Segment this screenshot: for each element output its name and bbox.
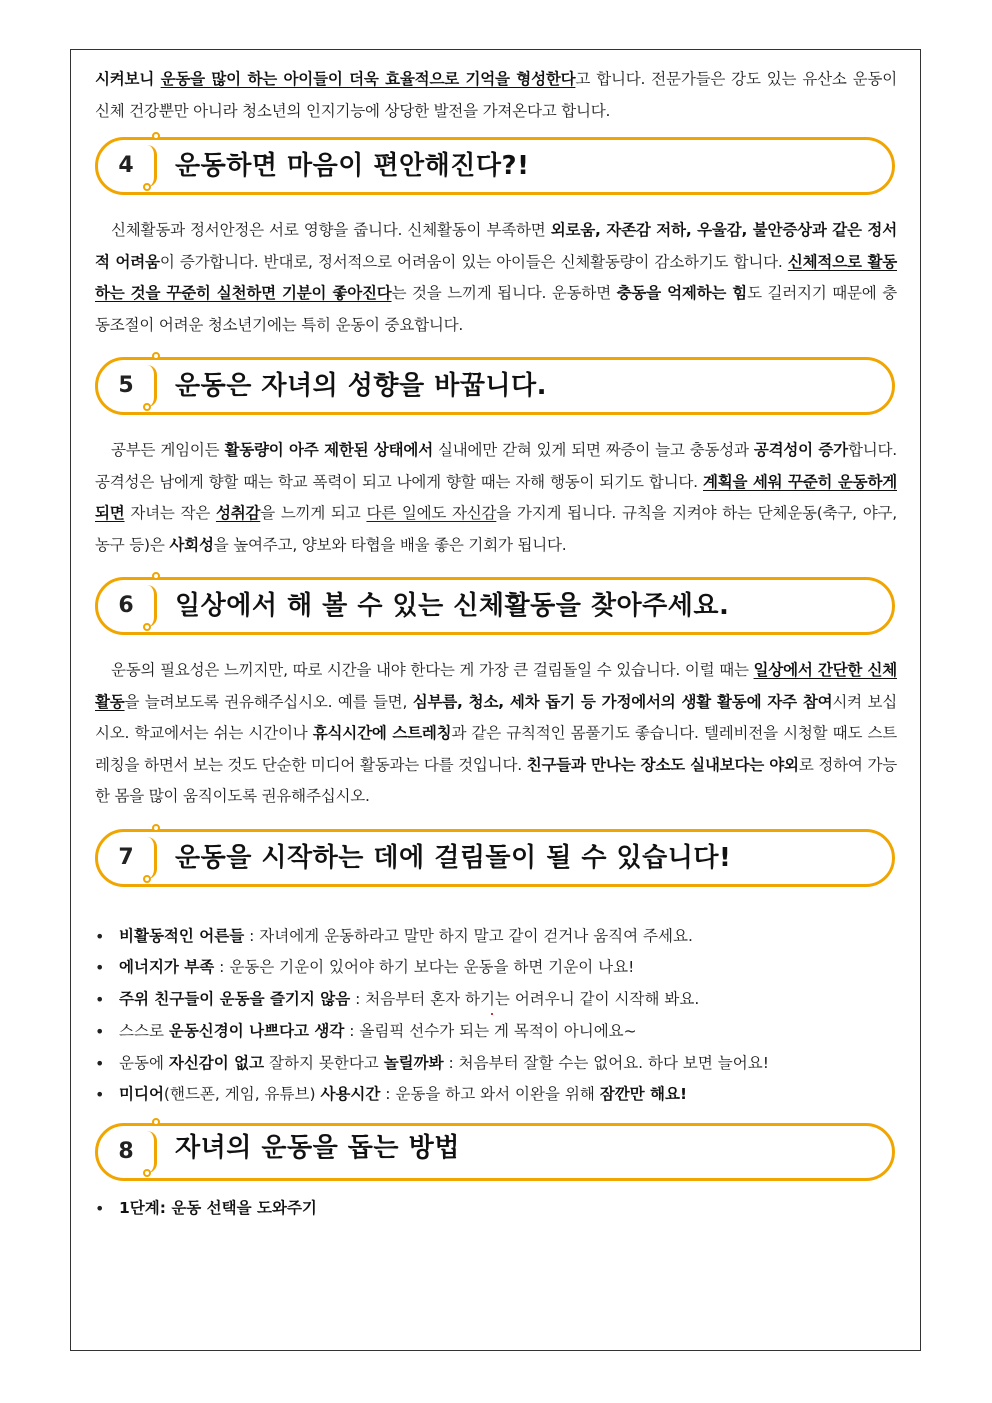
- section-number: 8: [118, 1139, 134, 1165]
- list-item: • 비활동적인 어른들 : 자녀에게 운동하라고 말만 하지 말고 같이 걷거나 움직여 주세요.: [95, 921, 897, 953]
- section-5-heading: [95, 357, 897, 419]
- section-7-list: [95, 921, 897, 1112]
- intro-underlined-text: 운동을 많이 하는 아이들이 더욱 효율적으로 기억을 형성한다: [160, 70, 576, 88]
- list-item: • 주위 친구들이 운동을 즐기지 않음 : 처음부터 혼자 하기는 어려우니 같이 시작해 봐요.: [95, 984, 897, 1016]
- list-item: • 스스로 운동신경이 나쁘다고 생각 : 올림픽 선수가 되는 게 목적이 아니에요~: [95, 1016, 897, 1048]
- section-title: 자녀의 운동을 돕는 방법: [175, 1133, 460, 1164]
- list-item: • 운동에 자신감이 없고 잘하지 못한다고 놀릴까봐 : 처음부터 잘할 수는 없어요. 하다 보면 늘어요!: [95, 1048, 897, 1080]
- section-number: 5: [118, 373, 134, 398]
- intro-paragraph: [95, 64, 897, 127]
- list-item: • 에너지가 부족 : 운동은 기운이 있어야 하기 보다는 운동을 하면 기운이 나요!: [95, 952, 897, 984]
- section-7-heading: [95, 829, 897, 891]
- section-title: 일상에서 해 볼 수 있는 신체활동을 찾아주세요.: [175, 591, 730, 621]
- section-8-heading: [95, 1123, 897, 1185]
- section-8-list: [95, 1193, 897, 1225]
- section-number: 4: [118, 153, 134, 178]
- section-title: 운동하면 마음이 편안해진다?!: [175, 151, 530, 181]
- section-6-paragraph: 운동의 필요성은 느끼지만, 따로 시간을 내야 한다는 게 가장 큰 걸림돌일 수 있습니다. 이럴 때는 일상에서 간단한 신체활동을 늘려보도록 권유해주십시오. 예를 들면, 심부름, 청소, 세차 돕기 등 가정에서의 생활 활동에 자주 참여시켜 보십시오. 학교에서는 쉬는 시간이나 휴식시간에 스트레칭과 같은 규칙적인 몸풀기도 좋습니다. 텔레비전을 시청할 때도 스트레칭을 하면서 보는 것도 단순한 미디어 활동과는 다를 것입니다. 친구들과 만나는 장소도 실내보다는 야외로 정하여 가능한 몸을 많이 움직이도록 권유해주십시오.: [95, 661, 898, 805]
- list-item: • 미디어(핸드폰, 게임, 유튜브) 사용시간 : 운동을 하고 와서 이완을 위해 잠깐만 해요!: [95, 1079, 897, 1111]
- section-5-paragraph: 공부든 게임이든 활동량이 아주 제한된 상태에서 실내에만 갇혀 있게 되면 짜증이 늘고 충동성과 공격성이 증가합니다. 공격성은 남에게 향할 때는 학교 폭력이 되고 나에게 향할 때는 자해 행동이 되기도 합니다. 계획을 세워 꾸준히 운동하게 되면 자녀는 작은 성취감을 느끼게 되고 다른 일에도 자신감을 가지게 됩니다. 규칙을 지켜야 하는 단체운동(축구, 야구, 농구 등)은 사회성을 높여주고, 양보와 타협을 배울 좋은 기회가 됩니다.: [95, 441, 898, 554]
- section-number: 7: [118, 844, 134, 870]
- section-title: 운동은 자녀의 성향을 바꿉니다.: [175, 371, 548, 401]
- intro-text: 고 합니다. 전문가들은 강도 있는 유산소 운동이 신체 건강뿐만 아니라 청소년의 인지기능에 상당한 발전을 가져온다고 합니다.: [95, 70, 897, 120]
- section-title: 운동을 시작하는 데에 걸림돌이 될 수 있습니다!: [175, 842, 732, 873]
- section-4-heading: [95, 137, 897, 199]
- intro-bold-text: 시켜보니: [95, 70, 161, 88]
- list-item: • 1단계: 운동 선택을 도와주기: [95, 1193, 897, 1225]
- section-6-heading: [95, 577, 897, 639]
- section-4-paragraph: 신체활동과 정서안정은 서로 영향을 줍니다. 신체활동이 부족하면 외로움, 자존감 저하, 우울감, 불안증상과 같은 정서적 어려움이 증가합니다. 반대로, 정서적으로 어려움이 있는 아이들은 신체활동량이 감소하기도 합니다. 신체적으로 활동하는 것을 꾸준히 실천하면 기분이 좋아진다는 것을 느끼게 됩니다. 운동하면 충동을 억제하는 힘도 길러지기 때문에 충동조절이 어려운 청소년기에는 특히 운동이 중요합니다.: [95, 221, 898, 334]
- section-number: 6: [118, 593, 134, 618]
- document-body: [95, 64, 897, 1225]
